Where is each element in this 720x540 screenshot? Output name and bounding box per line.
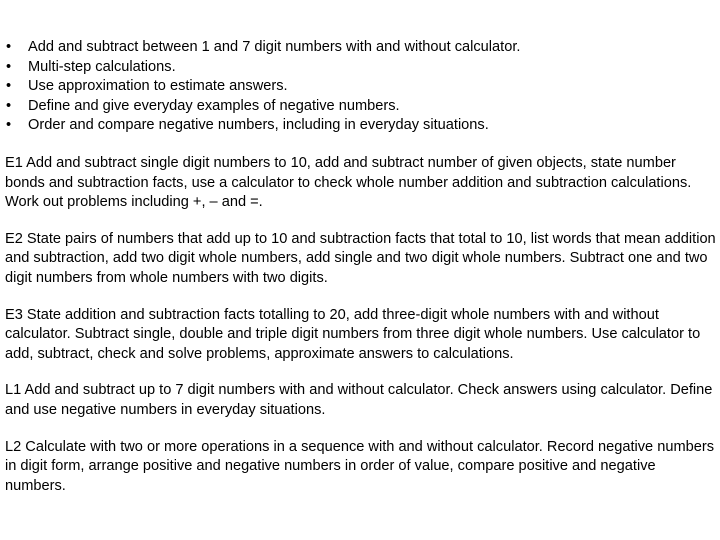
bullet-icon: • — [6, 78, 12, 95]
level-code: L1 — [5, 382, 22, 399]
objective-item — [6, 77, 520, 97]
level-l1 — [5, 381, 717, 420]
bullet-icon: • — [6, 97, 12, 114]
level-code: L2 — [5, 438, 22, 455]
objective-item — [6, 38, 520, 58]
objective-text: Multi-step calculations. — [28, 58, 176, 75]
objective-text: Use approximation to estimate answers. — [28, 78, 288, 95]
level-text: State addition and subtraction facts totalling to 20, add three-digit whole numbers with and without calculator. Subtract single, double and triple digit numbers from three digit whole numbers. Use calculator to add, subtract, check and solve problems, approximate answers to calculations. — [5, 306, 701, 362]
bullet-icon: • — [6, 58, 12, 75]
level-e3 — [5, 306, 717, 365]
level-descriptions — [5, 154, 717, 513]
level-code: E1 — [5, 155, 23, 171]
level-text: Add and subtract up to 7 digit numbers with and without calculator. Check answers using calculator. Define and use negative numbers in everyday situations. — [5, 382, 713, 418]
objective-item — [6, 58, 520, 78]
level-text: State pairs of numbers that add up to 10 and subtraction facts that total to 10, list words that mean addition and subtraction, add two digit whole numbers, add single and two digit whole numbers. Subtract one and two digit numbers from whole numbers with two digits. — [5, 230, 716, 286]
level-code: E3 — [5, 306, 23, 323]
level-text: Add and subtract single digit numbers to 10, add and subtract number of given objects, state number bonds and subtraction facts, use a calculator to check whole number addition and subtraction calculations. Work out problems including +, – and =. — [5, 155, 692, 211]
objectives-list — [6, 38, 520, 136]
objective-text: Define and give everyday examples of negative numbers. — [28, 97, 400, 114]
bullet-icon: • — [6, 117, 12, 134]
level-e1 — [5, 154, 717, 213]
level-e2 — [5, 230, 717, 289]
level-code: E2 — [5, 230, 23, 247]
level-text: Calculate with two or more operations in a sequence with and without calculator. Record negative numbers in digit form, arrange positive and negative numbers in order of value, compare positive and negative numbers. — [5, 438, 715, 494]
level-l2 — [5, 438, 717, 497]
objective-item — [6, 97, 520, 117]
bullet-icon: • — [6, 39, 12, 55]
objective-item — [6, 116, 520, 136]
objective-text: Order and compare negative numbers, including in everyday situations. — [28, 117, 489, 134]
objective-text: Add and subtract between 1 and 7 digit numbers with and without calculator. — [28, 39, 521, 55]
